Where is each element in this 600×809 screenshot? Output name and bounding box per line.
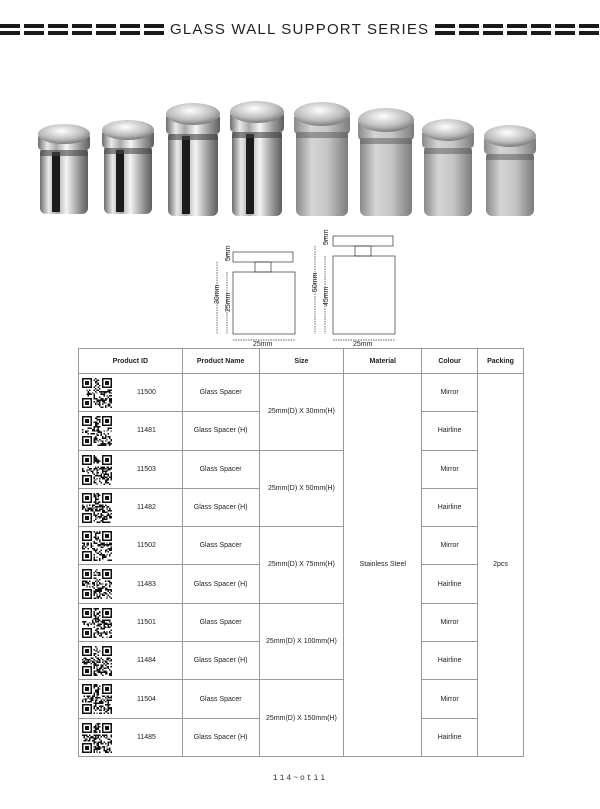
size-cell: 25mm(D) X 150mm(H) [259,680,344,757]
product-id: 11500 [137,389,156,397]
header-product-name: Product Name [182,349,259,374]
product-id: 11501 [137,618,156,626]
qr-code-icon [82,723,112,753]
product-id: 11485 [137,733,156,741]
product-id-cell [79,450,183,488]
product-id: 11503 [137,465,156,473]
table-row [79,374,524,412]
table-row [79,680,524,718]
header-left-dashes [0,24,164,35]
product-name: Glass Spacer (H) [182,642,259,680]
dimension-drawings [205,228,405,346]
colour-cell: Mirror [422,450,478,488]
colour-cell: Hairline [422,642,478,680]
diagram-right-width-label: 25mm [353,341,373,346]
spacer-photo-2 [102,120,154,214]
product-id-cell [79,680,183,718]
product-id-cell [79,565,183,603]
spacer-photo-6 [358,108,414,216]
table-row [79,603,524,641]
product-id: 11482 [137,504,156,512]
diagram-right-cap-label: 5mm [323,229,330,245]
product-id: 11504 [137,695,156,703]
qr-code-icon [82,455,112,485]
product-id: 11502 [137,542,156,550]
spacer-photo-8 [484,125,536,216]
diagram-left-width-label: 25mm [253,341,273,346]
colour-cell: Hairline [422,718,478,756]
qr-code-icon [82,531,112,561]
qr-code-icon [82,416,112,446]
spacer-photo-5 [294,102,350,216]
size-cell: 25mm(D) X 100mm(H) [259,603,344,680]
product-name: Glass Spacer [182,603,259,641]
size-cell: 25mm(D) X 30mm(H) [259,374,344,451]
product-name: Glass Spacer (H) [182,488,259,526]
spacer-photo-3 [166,103,220,216]
header-colour: Colour [422,349,478,374]
colour-cell: Mirror [422,527,478,565]
glass-spacer-photo-row [30,90,570,220]
product-name: Glass Spacer (H) [182,412,259,450]
diagram-right-body-label: 45mm [323,286,330,306]
product-id: 11483 [137,580,156,588]
diagram-right-total-label: 50mm [312,272,319,292]
colour-cell: Hairline [422,488,478,526]
colour-cell: Mirror [422,680,478,718]
header-material: Material [344,349,422,374]
product-id-cell [79,718,183,756]
qr-code-icon [82,569,112,599]
product-id-cell [79,603,183,641]
page-header [0,14,600,44]
colour-cell: Mirror [422,374,478,412]
table-row [79,527,524,565]
spacer-photo-1 [38,124,90,214]
diagram-left-body-label: 25mm [225,292,232,312]
product-id-cell [79,374,183,412]
qr-code-icon [82,493,112,523]
product-name: Glass Spacer [182,374,259,412]
qr-code-icon [82,378,112,408]
qr-code-icon [82,684,112,714]
spec-table [78,348,524,757]
diagram-left-total-label: 30mm [214,284,221,304]
product-name: Glass Spacer [182,527,259,565]
colour-cell: Hairline [422,412,478,450]
header-product-id: Product ID [79,349,183,374]
product-id-cell [79,642,183,680]
product-id-cell [79,488,183,526]
product-id-cell [79,412,183,450]
size-cell: 25mm(D) X 75mm(H) [259,527,344,604]
size-cell: 25mm(D) X 50mm(H) [259,450,344,527]
page-number: 114~otii [272,774,328,783]
product-id-cell [79,527,183,565]
colour-cell: Hairline [422,565,478,603]
dimension-diagrams [205,228,405,346]
product-name: Glass Spacer [182,680,259,718]
diagram-left-cap-label: 5mm [225,245,232,261]
table-header-row [79,349,524,374]
colour-cell: Mirror [422,603,478,641]
product-name: Glass Spacer (H) [182,565,259,603]
spacer-photo-7 [422,119,474,216]
page-title: GLASS WALL SUPPORT SERIES [170,20,430,38]
product-id: 11484 [137,657,156,665]
header-packing: Packing [478,349,524,374]
table-row [79,450,524,488]
material-cell: Stainless Steel [344,374,422,757]
product-name: Glass Spacer (H) [182,718,259,756]
qr-code-icon [82,646,112,676]
header-right-dashes [435,24,599,35]
product-id: 11481 [137,427,156,435]
spacer-photo-4 [230,101,284,216]
qr-code-icon [82,608,112,638]
packing-cell: 2pcs [478,374,524,757]
product-name: Glass Spacer [182,450,259,488]
product-photos [30,90,570,220]
header-size: Size [259,349,344,374]
